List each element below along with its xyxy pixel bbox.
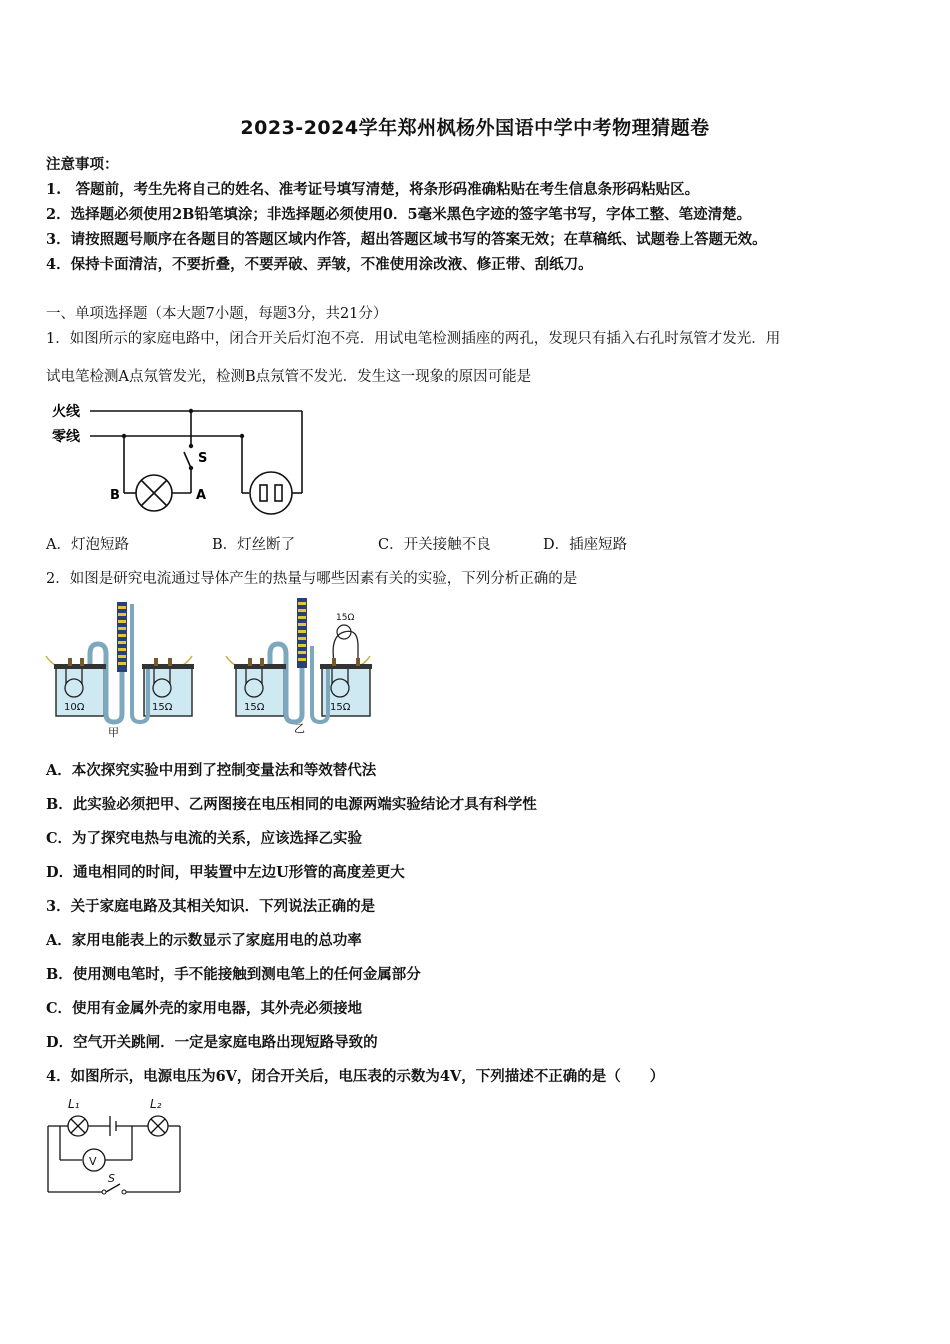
- yi-external-resistor-label: 15Ω: [336, 613, 355, 623]
- notice-item-2: 2．选择题必须使用2B铅笔填涂；非选择题必须使用0．5毫米黑色字迹的签字笔书写，字体工整、笔迹清楚。: [46, 206, 752, 223]
- yi-caption: 乙: [294, 722, 305, 735]
- q1-circuit-figure: [46, 396, 316, 521]
- q4-stem: 4．如图所示，电源电压为6V，闭合开关后，电压表的示数为4V，下列描述不正确的是（ ）: [46, 1068, 665, 1085]
- live-wire-label: 火线: [52, 404, 80, 420]
- point-b-label: B: [110, 488, 120, 503]
- q2-option-b[interactable]: B．此实验必须把甲、乙两图接在电压相同的电源两端实验结论才具有科学性: [46, 796, 537, 813]
- page-title: 2023-2024学年郑州枫杨外国语中学中考物理猜题卷: [240, 117, 710, 139]
- neutral-wire-label: 零线: [52, 429, 80, 445]
- q3-stem: 3．关于家庭电路及其相关知识．下列说法正确的是: [46, 898, 376, 915]
- notice-heading: 注意事项：: [46, 156, 119, 173]
- q2-heat-experiment-figure: [44, 596, 384, 741]
- q1-stem-line2: 试电笔检测A点氖管发光，检测B点氖管不发光．发生这一现象的原因可能是: [46, 369, 532, 385]
- yi-resistor-left-label: 15Ω: [244, 702, 265, 713]
- q1-option-c[interactable]: C．开关接触不良: [378, 537, 491, 553]
- q2-stem: 2．如图是研究电流通过导体产生的热量与哪些因素有关的实验，下列分析正确的是: [46, 571, 578, 587]
- q2-option-d[interactable]: D．通电相同的时间，甲装置中左边U形管的高度差更大: [46, 864, 405, 881]
- q1-option-d[interactable]: D．插座短路: [543, 537, 628, 553]
- q3-option-a[interactable]: A．家用电能表上的示数显示了家庭用电的总功率: [46, 932, 362, 949]
- q2-option-a[interactable]: A．本次探究实验中用到了控制变量法和等效替代法: [46, 762, 377, 779]
- notice-item-1: 1. 答题前，考生先将自己的姓名、准考证号填写清楚，将条形码准确粘贴在考生信息条形码粘贴区。: [46, 181, 700, 198]
- jia-resistor-left-label: 10Ω: [64, 702, 85, 713]
- yi-resistor-right-label: 15Ω: [330, 702, 351, 713]
- q2-option-c[interactable]: C．为了探究电热与电流的关系，应该选择乙实验: [46, 830, 363, 847]
- q1-stem-line1: 1．如图所示的家庭电路中，闭合开关后灯泡不亮．用试电笔检测插座的两孔，发现只有插入右孔时氖管才发光．用: [46, 331, 781, 347]
- notice-item-3: 3．请按照题号顺序在各题目的答题区域内作答，超出答题区域书写的答案无效；在草稿纸、试题卷上答题无效。: [46, 231, 767, 248]
- l1-label: L₁: [68, 1097, 80, 1111]
- q1-option-a[interactable]: A．灯泡短路: [46, 537, 129, 553]
- q3-option-c[interactable]: C．使用有金属外壳的家用电器，其外壳必须接地: [46, 1000, 363, 1017]
- l2-label: L₂: [150, 1097, 162, 1111]
- q3-option-d[interactable]: D．空气开关跳闸．一定是家庭电路出现短路导致的: [46, 1034, 378, 1051]
- voltmeter-label: V: [89, 1155, 97, 1168]
- q3-option-b[interactable]: B．使用测电笔时，手不能接触到测电笔上的任何金属部分: [46, 966, 421, 983]
- q4-circuit-figure: [44, 1094, 186, 1200]
- q1-option-b[interactable]: B．灯丝断了: [212, 537, 296, 553]
- switch-label: S: [198, 451, 208, 466]
- section-heading: 一、单项选择题（本大题7小题，每题3分，共21分）: [46, 306, 388, 322]
- point-a-label: A: [196, 488, 207, 503]
- jia-caption: 甲: [108, 726, 119, 739]
- q4-switch-label: S: [108, 1172, 115, 1185]
- jia-resistor-right-label: 15Ω: [152, 702, 173, 713]
- notice-item-4: 4．保持卡面清洁，不要折叠，不要弄破、弄皱，不准使用涂改液、修正带、刮纸刀。: [46, 256, 593, 273]
- apparatus-jia: [46, 602, 194, 739]
- apparatus-yi: [226, 598, 372, 735]
